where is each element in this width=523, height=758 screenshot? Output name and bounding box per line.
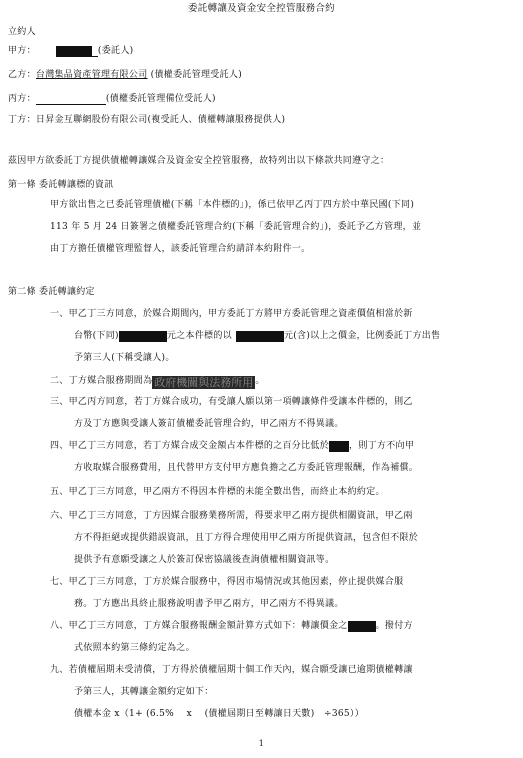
clause-9-line: 予第三人，其轉讓金額約定如下： <box>74 687 214 697</box>
party-c-role: (債權委託管理備位受託人) <box>105 94 216 104</box>
clause-4-line: 方收取媒合服務費用，且代替甲方支付甲方應負擔之乙方委託管理報酬，作為補償。 <box>74 463 419 473</box>
clause-3-line: 方及丁方應與受讓人簽訂債權委託管理合約，甲乙兩方不得異議。 <box>74 419 344 429</box>
clause-1-line: 台幣(下同) 元之本件標的以 元(含)以上之價金，比例委託丁方出售 <box>74 331 441 341</box>
redacted-fee-rate <box>348 621 376 632</box>
party-a-redacted-name <box>56 46 92 57</box>
page-number: 1 <box>258 739 265 748</box>
article-1-heading: 第一條 委託轉讓標的資訊 <box>8 180 114 190</box>
clause-8-line: 八、甲乙丁三方同意，丁方媒合服務報酬金額計算方式如下：轉讓價金之 。撥付方 <box>50 621 413 631</box>
clause-5-line: 五、甲乙丁三方同意，甲乙兩方不得因本件標的未能全數出售，而終止本約約定。 <box>50 487 385 497</box>
party-c-blank <box>36 94 106 105</box>
transfer-amount-formula: 債權本金 x（1+ (6.5% x (債權屆期日至轉讓日天數) ÷365）） <box>74 709 365 719</box>
clause-1-line: 予第三人(下稱受讓人)。 <box>74 353 175 363</box>
party-c-label: 丙方： <box>8 94 36 104</box>
party-b-name: 台灣集品資產管理有限公司 <box>35 70 148 80</box>
preamble: 茲因甲方欲委託丁方提供債權轉讓媒合及資金安全控管服務，故特列出以下條款共同遵守之： <box>8 156 390 166</box>
party-b-line <box>8 70 242 81</box>
parties-heading: 立約人 <box>8 27 36 37</box>
article-2-heading: 第二條 委託轉讓約定 <box>8 287 95 297</box>
party-a-label: 甲方： <box>8 46 36 56</box>
clause-1-line: 一、甲乙丁三方同意，於媒合期間內，甲方委託丁方將甲方委託管理之資產價值相當於新 <box>50 309 413 319</box>
article-1-line: 113 年 5 月 24 日簽署之債權委託管理合約(下稱「委託管理合約」)，委託予乙方管理，並 <box>50 222 422 232</box>
clause-6-line: 方不得拒絕或提供錯誤資訊，且丁方得合理使用甲乙兩方所提供資訊，包含但不限於 <box>74 533 419 543</box>
redacted-period-watermark: 政府機關與法務所用 <box>154 376 254 389</box>
article-1-line: 甲方欲出售之已委託管理債權(下稱「本件標的」)，係已依甲乙丙丁四方於中華民國(下同) <box>50 200 415 210</box>
redacted-amount <box>236 331 284 342</box>
party-d-line: 丁方：日昇金互聯網股份有限公司(複受託人、債權轉讓服務提供人) <box>8 115 286 125</box>
clause-6-line: 提供予有意願受讓之人於簽訂保密協議後查詢債權相關資訊等。 <box>74 555 335 565</box>
clause-4-line: 四、甲乙丁三方同意，若丁方媒合成交金額占本件標的之百分比低於 ，則丁方不向甲 <box>50 441 415 451</box>
clause-7-line: 務。丁方應出具終止服務說明書予甲乙兩方，甲乙兩方不得異議。 <box>74 599 344 609</box>
party-b-label: 乙方： <box>8 70 36 80</box>
article-1-line: 由丁方擔任債權管理監督人，該委託管理合約請詳本約附件一。 <box>50 244 311 254</box>
clause-6-line: 六、甲乙丁三方同意，丁方因媒合服務業務所需，得要求甲乙兩方提供相關資訊，甲乙兩 <box>50 511 413 521</box>
clause-3-line: 三、甲乙丙方同意，若丁方媒合成功，有受讓人願以第一項轉讓條件受讓本件標的，則乙 <box>50 397 413 407</box>
party-a-line <box>8 46 133 57</box>
clause-8-line: 式依照本約第三條約定為之。 <box>74 643 195 653</box>
document-title: 委託轉讓及資金安全控管服務合約 <box>187 3 335 14</box>
clause-9-line: 九、若債權屆期未受清償，丁方得於債權屆期十個工作天內，媒合願受讓已逾期債權轉讓 <box>50 665 413 675</box>
clause-2-line: 二、丁方媒合服務期間為 政府機關與法務所用 。 <box>50 376 265 389</box>
redacted-amount <box>119 331 167 342</box>
redacted-percentage <box>329 441 349 452</box>
party-a-role: (委託人) <box>97 46 134 56</box>
party-b-role: (債權委託管理受託人) <box>147 70 242 80</box>
clause-7-line: 七、甲乙丁三方同意，丁方於媒合服務中，得因市場情況或其他因素，停止提供媒合服 <box>50 577 404 587</box>
party-c-line <box>8 94 216 105</box>
